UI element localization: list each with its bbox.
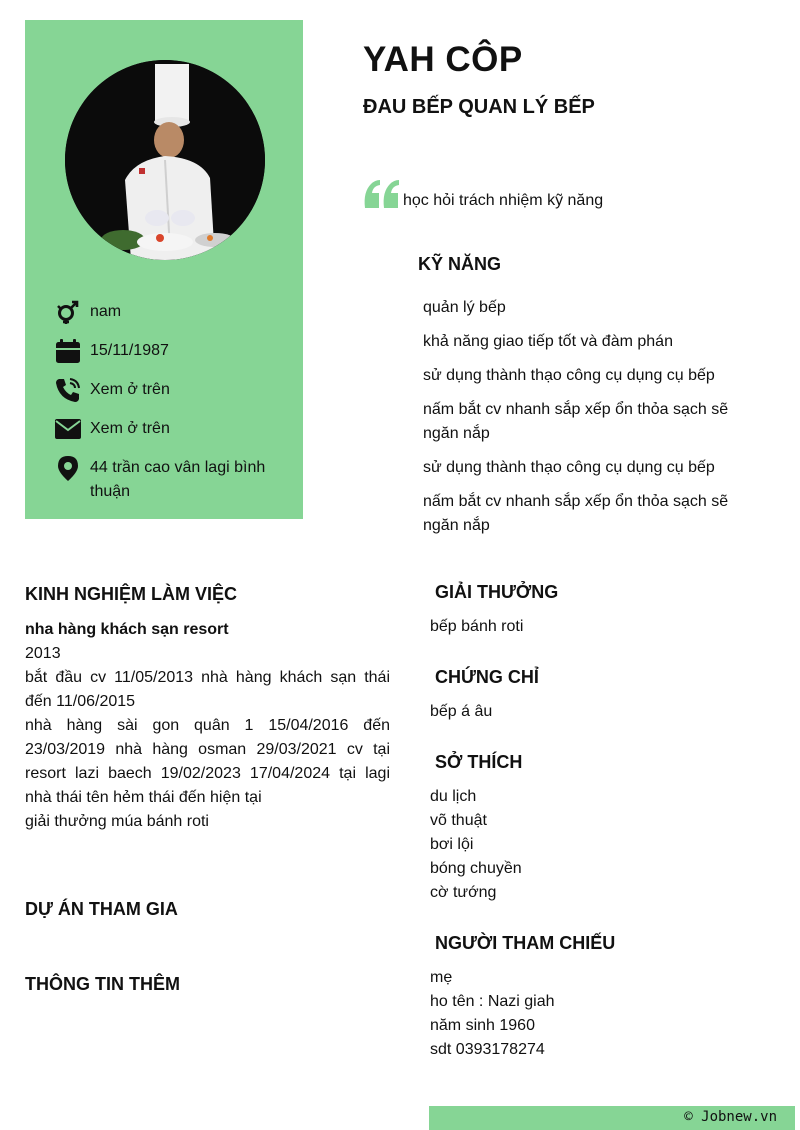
reference-item: ho tên : Nazi giah [430,993,555,1010]
hobby-item: bóng chuyền [430,860,522,877]
experience-body [25,618,390,834]
more-info-title: THÔNG TIN THÊM [25,974,180,994]
phone-row [55,377,295,403]
projects-title: DỰ ÁN THAM GIA [25,899,178,919]
skill-item: nấm bắt cv nhanh sắp xếp ổn thỏa sạch sẽ ngăn nắp [423,493,729,534]
candidate-name: YAH CÔP [363,40,523,79]
phone-icon [55,377,81,403]
reference-item: năm sinh 1960 [430,1017,535,1034]
quote-icon [363,178,401,210]
location-icon [55,455,81,481]
skill-item: khả năng giao tiếp tốt và đàm phán [423,333,673,350]
calendar-icon [55,338,81,364]
awards-list [430,615,523,639]
certificate-item: bếp á âu [430,703,493,720]
experience-year: 2013 [25,645,61,662]
gender-text: nam [90,303,122,320]
hobby-item: võ thuật [430,812,487,829]
references-title: NGƯỜI THAM CHIẾU [435,933,616,953]
reference-item: mẹ [430,969,453,986]
skills-title: KỸ NĂNG [418,254,502,274]
address-row [55,455,295,504]
experience-line: giải thưởng múa bánh roti [25,813,209,830]
birthday-row [55,338,295,364]
gender-icon [55,299,81,325]
experience-title: KINH NGHIỆM LÀM VIỆC [25,584,238,604]
certificates-list [430,700,492,724]
gender-row [55,299,295,325]
birthday-text: 15/11/1987 [90,342,169,359]
hobbies-title: SỞ THÍCH [435,752,523,772]
certificates-title: CHỨNG CHỈ [435,667,539,687]
skill-item: nấm bắt cv nhanh sắp xếp ổn thỏa sạch sẽ ngăn nắp [423,401,729,442]
quote-text: học hỏi trách nhiệm kỹ năng [403,192,604,209]
awards-title: GIẢI THƯỞNG [435,582,559,602]
avatar [65,60,265,260]
envelope-icon [55,416,81,442]
skill-item: quản lý bếp [423,299,506,316]
hobby-item: cờ tướng [430,884,497,901]
email-text: Xem ở trên [90,420,170,437]
award-item: bếp bánh roti [430,618,524,635]
job-title: ĐAU BẾP QUAN LÝ BẾP [363,96,595,118]
chef-photo [65,60,265,260]
skill-item: sử dụng thành thạo công cụ dụng cụ bếp [423,367,715,384]
skill-item: sử dụng thành thạo công cụ dụng cụ bếp [423,459,715,476]
experience-line: bắt đầu cv 11/05/2013 nhà hàng khách sạn thái đến 11/06/2015 [25,669,390,710]
reference-item: sdt 0393178274 [430,1041,545,1058]
experience-line: nhà hàng sài gon quân 1 15/04/2016 đến 23/03/2019 nhà hàng osman 29/03/2021 cv tại resort lazi baech 19/02/2023 17/04/2024 tại lagi nhà thái tên hẻm thái đến hiện tại [25,717,390,806]
hobbies-list [430,785,522,905]
email-row [55,416,295,442]
footer-credit: © Jobnew.vn [429,1106,795,1130]
experience-company: nha hàng khách sạn resort [25,621,229,638]
skills-list [423,296,763,548]
hobby-item: bơi lội [430,836,474,853]
address-text: 44 trần cao vân lagi bình thuận [90,459,266,500]
phone-text: Xem ở trên [90,381,170,398]
references-list [430,966,555,1062]
hobby-item: du lịch [430,788,477,805]
